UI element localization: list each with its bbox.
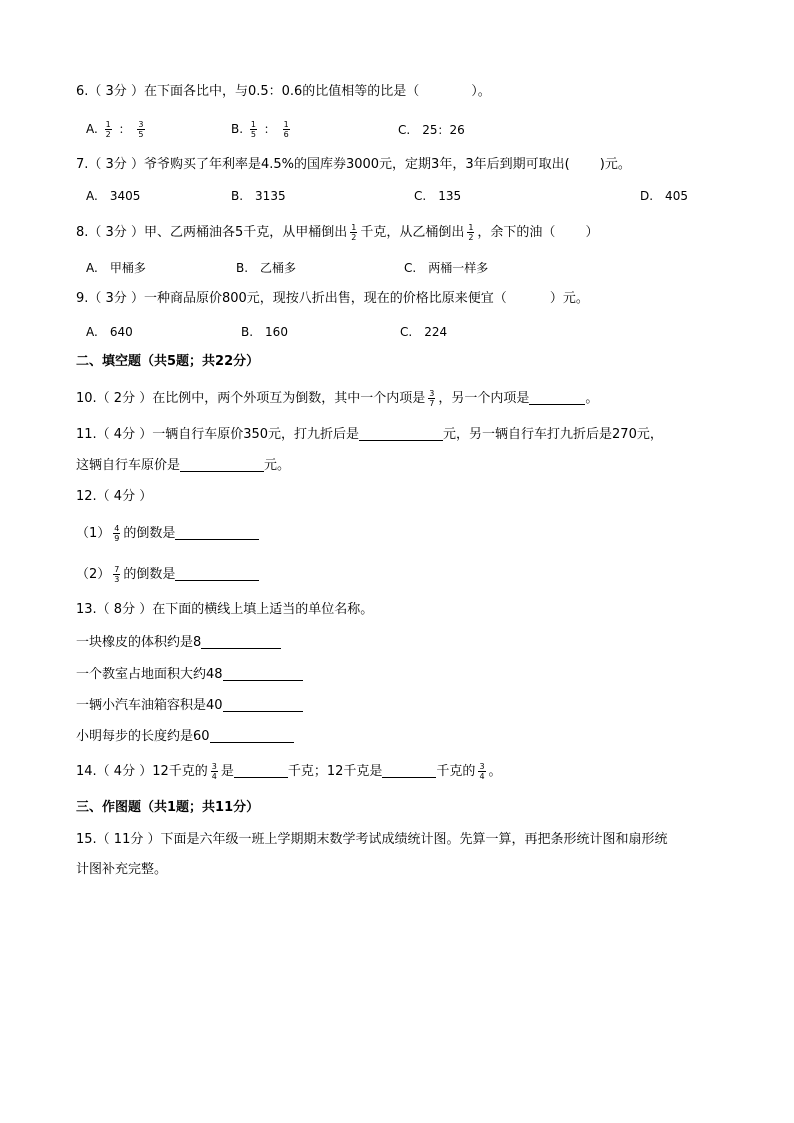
question-11-line-1: 11.（ 4分 ）一辆自行车原价350元，打九折后是 元，另一辆自行车打九折后是270元， xyxy=(76,427,663,442)
option-c[interactable]: C. 224 xyxy=(400,325,448,339)
answer-blank[interactable] xyxy=(529,390,585,405)
answer-blank[interactable] xyxy=(210,728,294,743)
question-7: 7.（ 3分 ）爷爷购买了年利率是4.5%的国库券3000元，定期3年，3年后到期可取出( )元。 xyxy=(76,157,631,172)
question-9: 9.（ 3分 ）一种商品原价800元，现按八折出售，现在的价格比原来便宜（ ）元。 xyxy=(76,291,589,306)
option-b[interactable]: B. 乙桶多 xyxy=(236,261,297,275)
fraction: $\frac{1}{2}$ xyxy=(468,223,474,242)
option-c[interactable]: C. 两桶一样多 xyxy=(404,261,489,275)
fraction: $\frac{1}{2}$ xyxy=(351,223,357,242)
question-15-line-2: 计图补充完整。 xyxy=(76,862,168,877)
question-15-line-1: 15.（ 11分 ）下面是六年级一班上学期期末数学考试成绩统计图。先算一算，再把条形统计图和扇形统 xyxy=(76,832,668,847)
question-6 xyxy=(76,82,491,102)
fraction: $\frac{4}{9}$ xyxy=(114,524,120,543)
question-13-item-1: 一块橡皮的体积约是8 xyxy=(76,633,281,653)
question-12-title: 12.（ 4分 ） xyxy=(76,489,153,504)
question-11-line-2: 这辆自行车原价是 元。 xyxy=(76,458,291,473)
option-b[interactable]: B. 160 xyxy=(241,325,288,339)
answer-blank[interactable] xyxy=(382,763,436,778)
option-c[interactable]: C. 135 xyxy=(414,189,462,203)
question-10: 10.（ 2分 ）在比例中，两个外项互为倒数，其中一个内项是 $\frac{3}{7}$ ，另一个内项是 。 xyxy=(76,389,599,408)
answer-blank[interactable] xyxy=(175,566,259,581)
option-d[interactable]: D. 405 xyxy=(640,189,688,203)
answer-blank[interactable] xyxy=(223,666,303,681)
question-6-prefix: 6.（ 3分 ）在下面各比中，与0.5：0.6的比值相等的比是（ xyxy=(76,84,420,99)
question-13-item-2: 一个教室占地面积大约48 xyxy=(76,665,303,685)
option-a[interactable]: A. 3405 xyxy=(86,189,141,203)
option-a[interactable]: A. 甲桶多 xyxy=(86,261,146,275)
question-13-item-3: 一辆小汽车油箱容积是40 xyxy=(76,696,303,716)
answer-blank[interactable] xyxy=(223,697,303,712)
option-a[interactable]: A. 640 xyxy=(86,325,133,339)
question-14: 14.（ 4分 ）12千克的 $\frac{3}{4}$ 是 千克；12千克是 千克的 $\frac{3}{4}$ 。 xyxy=(76,762,502,781)
fraction: $\frac{3}{4}$ xyxy=(211,762,217,781)
fraction: $\frac{3}{7}$ xyxy=(429,389,435,408)
option-c[interactable]: C. 25：26 xyxy=(398,123,465,137)
fraction: $\frac{1}{5}$ xyxy=(250,120,256,139)
fraction: $\frac{3}{5}$ xyxy=(138,120,144,139)
section-2-heading: 二、填空题（共5题；共22分） xyxy=(76,354,260,369)
answer-blank[interactable] xyxy=(234,763,288,778)
answer-blank[interactable] xyxy=(175,525,259,540)
question-13-item-4: 小明每步的长度约是60 xyxy=(76,727,294,747)
question-12-sub-2: （2） $\frac{7}{3}$ 的倒数是 xyxy=(76,565,259,585)
answer-blank[interactable] xyxy=(180,457,264,472)
fraction: $\frac{1}{2}$ xyxy=(105,120,111,139)
question-12-sub-1: （1） $\frac{4}{9}$ 的倒数是 xyxy=(76,524,259,544)
section-3-heading: 三、作图题（共1题；共11分） xyxy=(76,800,260,815)
question-13-title: 13.（ 8分 ）在下面的横线上填上适当的单位名称。 xyxy=(76,602,374,617)
fraction: $\frac{3}{4}$ xyxy=(479,762,485,781)
question-6-suffix: ）。 xyxy=(471,84,491,99)
option-a[interactable]: A. $\frac{1}{2}$ ： $\frac{3}{5}$ xyxy=(86,120,144,139)
option-b[interactable]: B. $\frac{1}{5}$ ： $\frac{1}{6}$ xyxy=(231,120,289,139)
fraction: $\frac{7}{3}$ xyxy=(114,565,120,584)
option-b[interactable]: B. 3135 xyxy=(231,189,286,203)
fraction: $\frac{1}{6}$ xyxy=(283,120,289,139)
question-8: 8.（ 3分 ）甲、乙两桶油各5千克，从甲桶倒出 $\frac{1}{2}$ 千克，从乙桶倒出 $\frac{1}{2}$ ，余下的油（ ） xyxy=(76,223,599,242)
answer-blank[interactable] xyxy=(359,426,443,441)
answer-blank[interactable] xyxy=(201,634,281,649)
